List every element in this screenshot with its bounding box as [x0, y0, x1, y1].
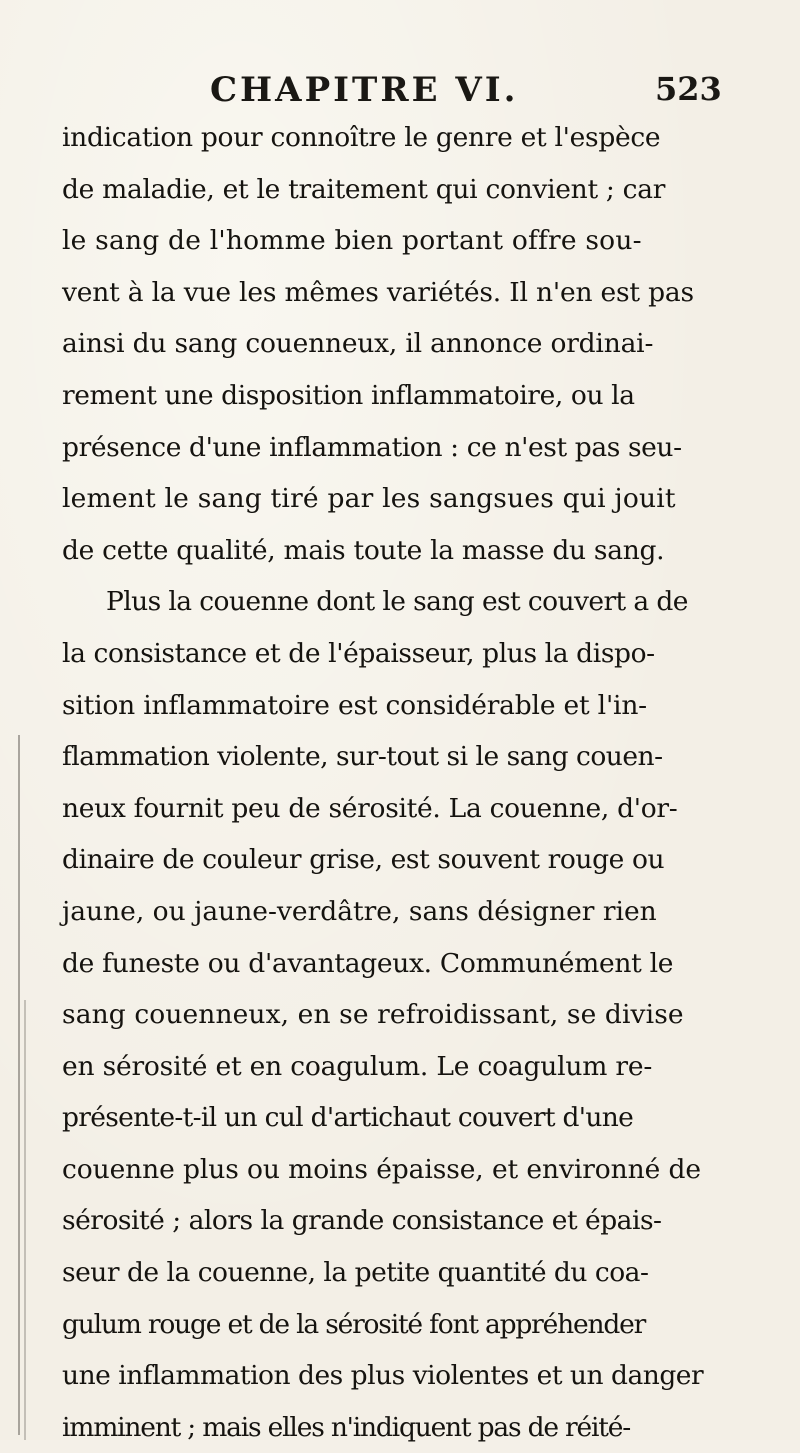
text-line: la consistance et de l'épaisseur, plus la dispo-	[62, 637, 655, 669]
text-line: de cette qualité, mais toute la masse du sang.	[62, 534, 665, 566]
text-line: gulum rouge et de la sérosité font appréhender	[62, 1308, 646, 1340]
text-line: sition inflammatoire est considérable et l'in-	[62, 689, 647, 721]
text-line: dinaire de couleur grise, est souvent rouge ou	[62, 844, 665, 876]
text-line: le sang de l'homme bien portant offre sou-	[62, 225, 642, 257]
paragraph-start-line: Plus la couenne dont le sang est couvert a de	[106, 586, 688, 618]
text-line: présente-t-il un cul d'artichaut couvert d'une	[62, 1102, 634, 1134]
text-line: de funeste ou d'avantageux. Communément le	[62, 947, 674, 979]
text-line: présence d'une inflammation : ce n'est pas seu-	[62, 431, 682, 463]
binding-shadow-line	[24, 1000, 26, 1440]
text-line: lement le sang tiré par les sangsues qui jouit	[62, 483, 676, 515]
text-line: sérosité ; alors la grande consistance et épais-	[62, 1205, 662, 1237]
text-line: sang couenneux, en se refroidissant, se divise	[62, 999, 684, 1031]
running-title: CHAPITRE VI.	[210, 70, 519, 110]
text-line: de maladie, et le traitement qui convient ; car	[62, 173, 666, 205]
text-line: en sérosité et en coagulum. Le coagulum re-	[62, 1050, 653, 1082]
text-line: jaune, ou jaune-verdâtre, sans désigner rien	[62, 895, 657, 927]
text-line: vent à la vue les mêmes variétés. Il n'en est pas	[62, 276, 694, 308]
text-line: rement une disposition inflammatoire, ou la	[62, 379, 635, 411]
text-line: indication pour connoître le genre et l'espèce	[62, 122, 661, 153]
page-number: 523	[655, 70, 722, 108]
text-line: ainsi du sang couenneux, il annonce ordinai-	[62, 328, 654, 360]
text-line: flammation violente, sur-tout si le sang couen-	[62, 741, 663, 773]
binding-shadow-line	[18, 735, 20, 1435]
text-line: seur de la couenne, la petite quantité du coa-	[62, 1257, 649, 1289]
text-line: neux fournit peu de sérosité. La couenne, d'or-	[62, 792, 678, 824]
text-line: couenne plus ou moins épaisse, et environné de	[62, 1153, 701, 1185]
text-line: une inflammation des plus violentes et un danger	[62, 1360, 704, 1392]
text-line: imminent ; mais elles n'indiquent pas de réité-	[62, 1411, 630, 1443]
body-text	[62, 112, 704, 1453]
